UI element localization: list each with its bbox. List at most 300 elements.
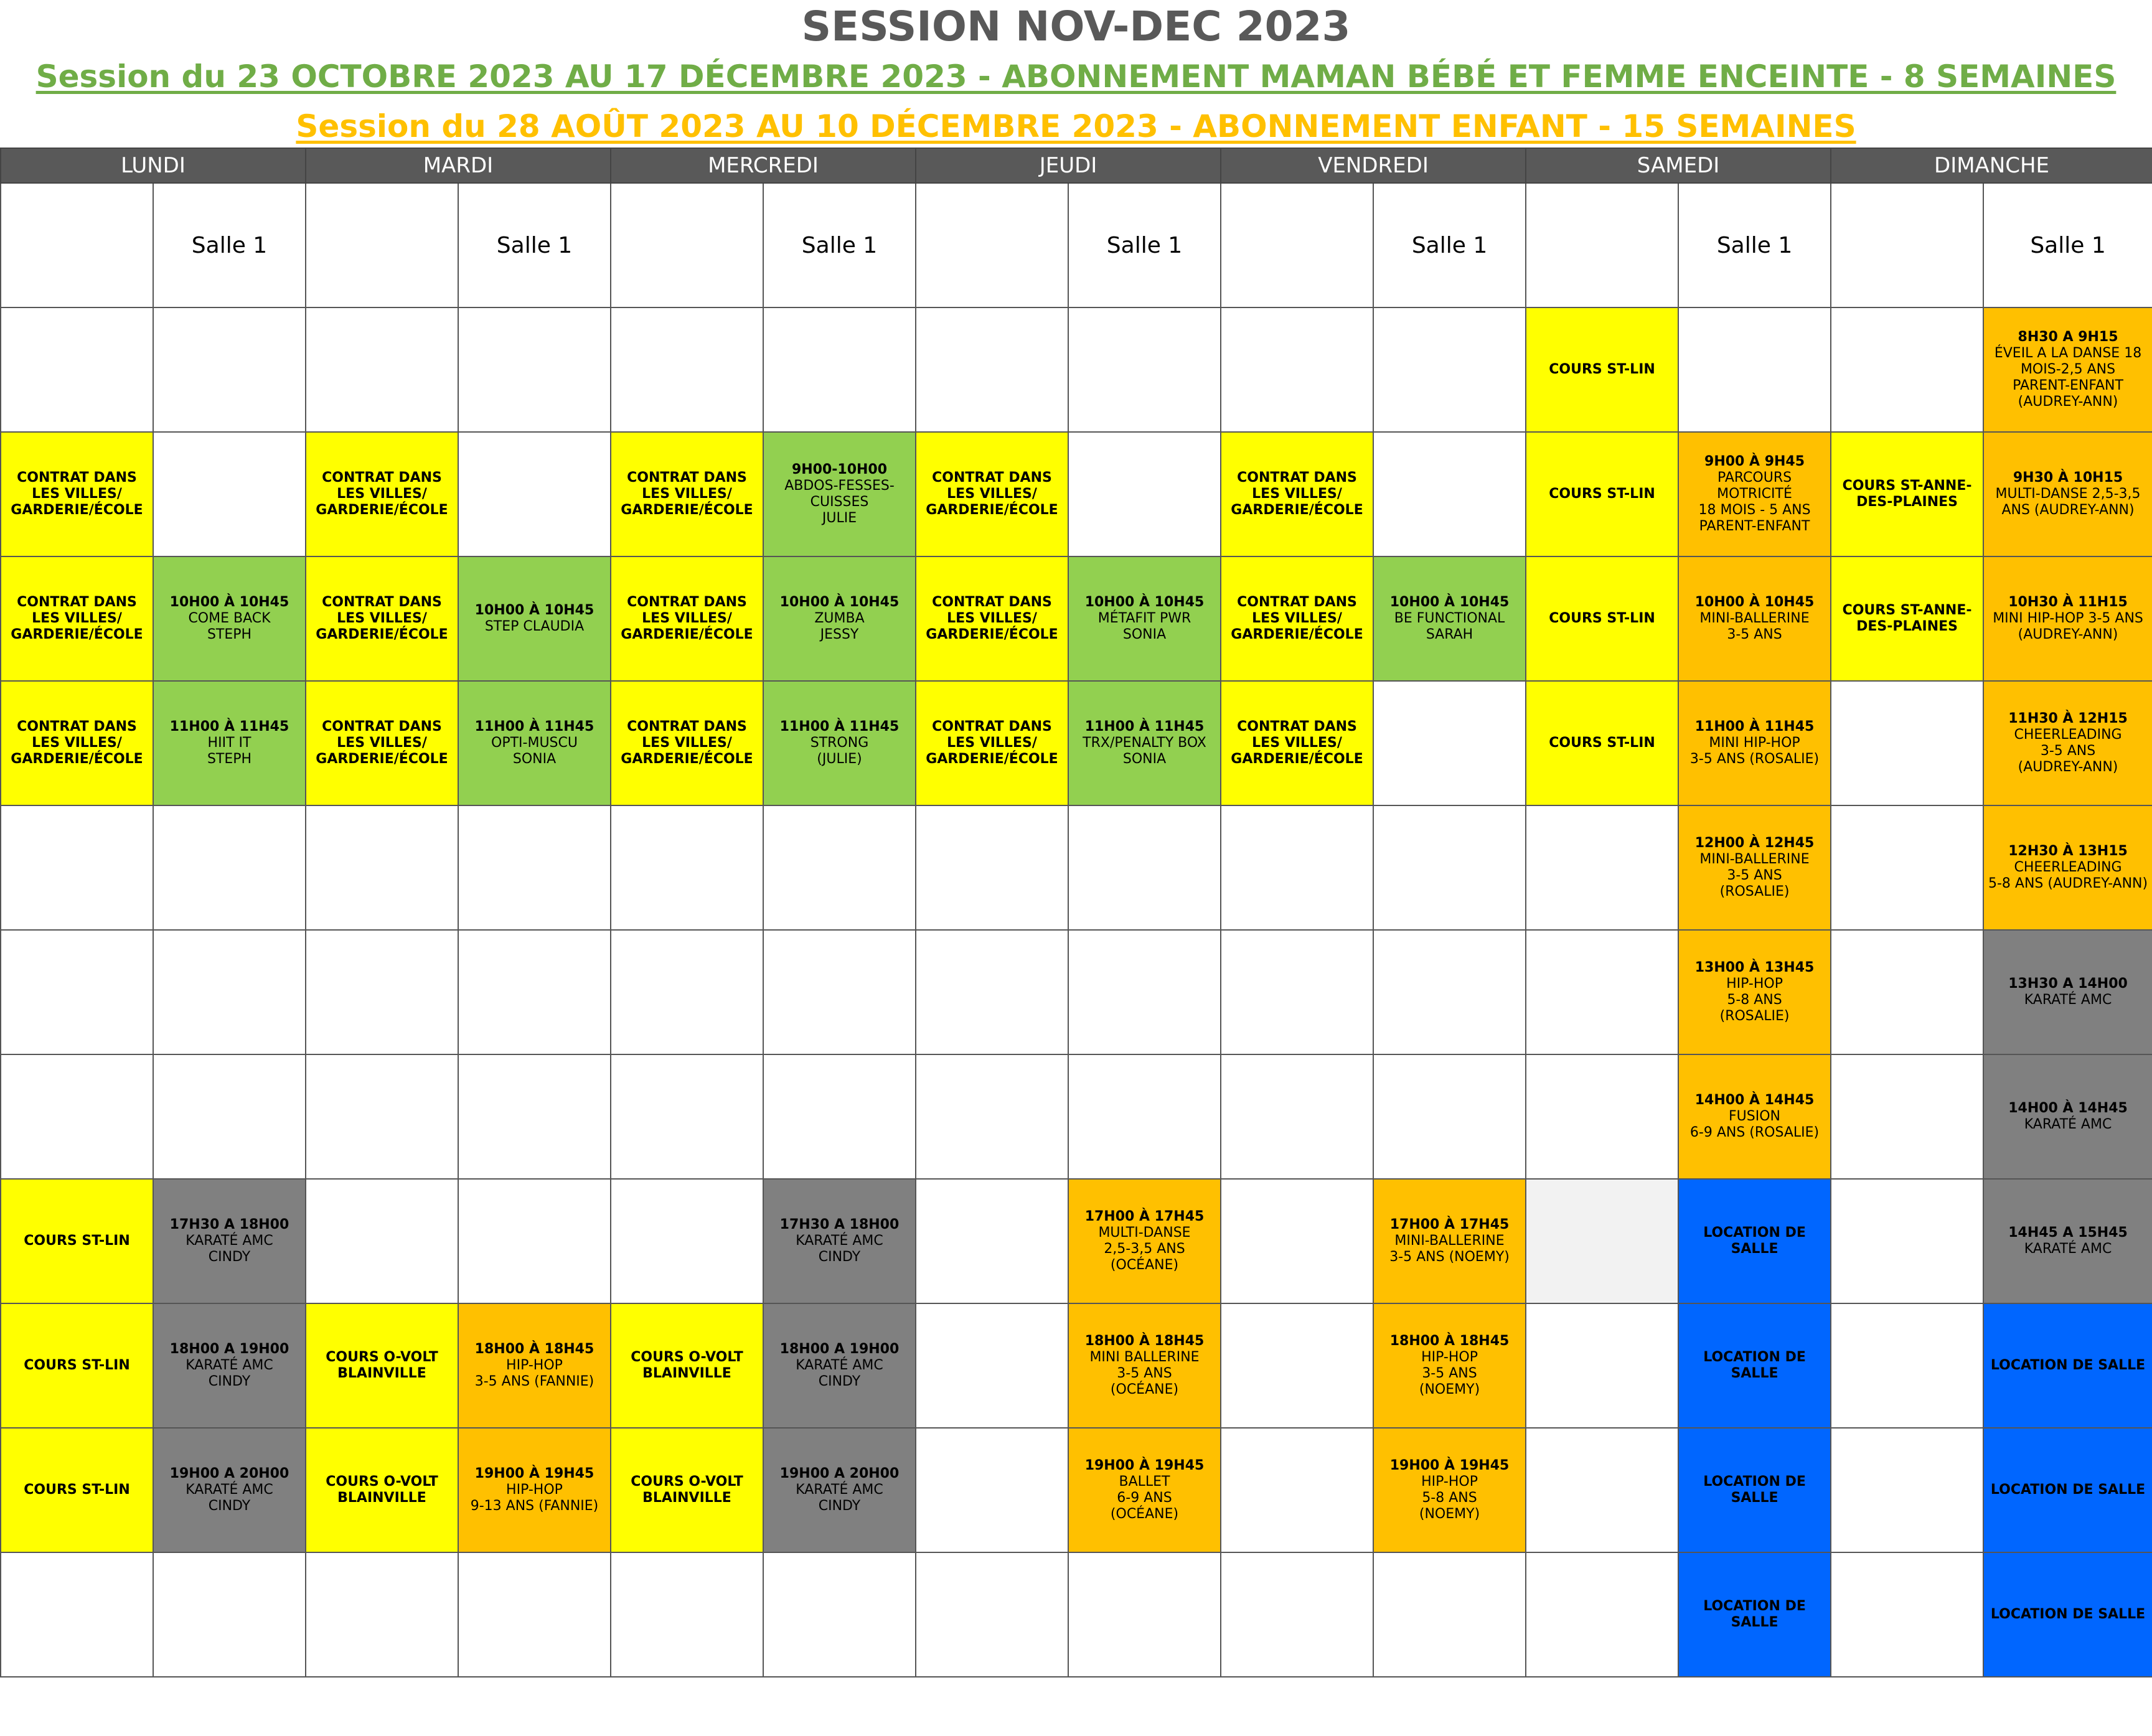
class-title: COURS ST-LIN <box>24 1482 130 1498</box>
class-cell <box>306 681 458 805</box>
class-title: COURS O-VOLT <box>631 1474 743 1490</box>
session-child-subtitle <box>0 105 2152 148</box>
hall-blank-cell <box>306 183 458 307</box>
class-detail: (NOEMY) <box>1419 1382 1480 1397</box>
empty-cell <box>306 307 458 432</box>
class-detail: (AUDREY-ANN) <box>2018 759 2118 775</box>
class-title: 8H30 A 9H15 <box>2018 329 2118 345</box>
class-detail: MINI-BALLERINE <box>1699 611 1810 626</box>
class-title: CONTRAT DANS LES VILLES/ <box>932 594 1057 626</box>
empty-cell <box>1221 1552 1373 1677</box>
empty-cell <box>1526 1428 1678 1552</box>
empty-cell <box>458 930 611 1054</box>
schedule-row <box>1 1303 2152 1428</box>
class-detail: HIP-HOP <box>506 1358 563 1373</box>
class-cell <box>1831 556 1983 681</box>
empty-cell <box>306 1552 458 1677</box>
class-cell <box>1221 556 1373 681</box>
empty-cell <box>916 1303 1068 1428</box>
empty-cell <box>611 307 763 432</box>
class-title: LOCATION DE SALLE <box>1703 1598 1811 1630</box>
class-detail: GARDERIE/ÉCOLE <box>621 502 753 518</box>
class-detail: MINI BALLERINE <box>1089 1349 1200 1365</box>
empty-cell <box>1831 307 1983 432</box>
class-detail: (AUDREY-ANN) <box>2018 394 2118 410</box>
class-detail: GARDERIE/ÉCOLE <box>926 751 1058 767</box>
class-detail: CINDY <box>208 1374 251 1389</box>
class-detail: CINDY <box>818 1498 861 1514</box>
schedule-row <box>1 307 2152 432</box>
class-cell <box>306 556 458 681</box>
empty-cell <box>1 805 153 930</box>
class-detail: 6-9 ANS (ROSALIE) <box>1689 1125 1820 1140</box>
empty-cell <box>763 1054 916 1179</box>
class-detail: 5-8 ANS (AUDREY-ANN) <box>1988 876 2148 891</box>
class-title: 10H30 À 11H15 <box>2008 594 2128 610</box>
class-cell <box>916 556 1068 681</box>
class-title: 18H00 A 19H00 <box>779 1341 900 1357</box>
empty-cell <box>1831 805 1983 930</box>
class-title: 9H00-10H00 <box>791 462 888 477</box>
day-header-samedi: SAMEDI <box>1526 148 1831 183</box>
class-detail: CHEERLEADING <box>2014 860 2122 875</box>
class-cell <box>1068 556 1221 681</box>
empty-cell <box>763 1552 916 1677</box>
empty-cell <box>611 1054 763 1179</box>
class-cell <box>1678 681 1831 805</box>
hall-blank-cell <box>1831 183 1983 307</box>
class-detail: FUSION <box>1729 1109 1781 1124</box>
class-cell <box>1068 681 1221 805</box>
class-cell <box>1678 556 1831 681</box>
hall-label: Salle 1 <box>1983 183 2152 307</box>
schedule-row <box>1 1054 2152 1179</box>
class-title: CONTRAT DANS LES VILLES/ <box>627 594 752 626</box>
class-cell <box>1373 1303 1526 1428</box>
class-title: COURS ST-LIN <box>1549 486 1655 502</box>
empty-cell <box>1 1054 153 1179</box>
class-title: CONTRAT DANS LES VILLES/ <box>1237 470 1362 502</box>
class-detail: (OCÉANE) <box>1110 1382 1179 1397</box>
empty-cell <box>1 1552 153 1677</box>
empty-cell <box>1526 930 1678 1054</box>
empty-cell <box>1373 1552 1526 1677</box>
class-title: CONTRAT DANS LES VILLES/ <box>322 594 447 626</box>
empty-cell <box>763 930 916 1054</box>
class-title: CONTRAT DANS LES VILLES/ <box>932 470 1057 502</box>
class-detail: 3-5 ANS <box>1727 627 1782 642</box>
empty-cell <box>153 805 306 930</box>
class-cell <box>1068 1179 1221 1303</box>
class-cell <box>1983 1054 2152 1179</box>
class-detail: SONIA <box>1122 627 1167 642</box>
class-detail: MINI HIP-HOP <box>1709 735 1800 751</box>
class-title: CONTRAT DANS LES VILLES/ <box>17 470 142 502</box>
class-title: 19H00 A 20H00 <box>169 1466 289 1481</box>
class-detail: HIP-HOP <box>1421 1349 1478 1365</box>
class-cell <box>153 556 306 681</box>
class-cell <box>763 681 916 805</box>
class-detail: SONIA <box>1122 751 1167 767</box>
empty-cell <box>1831 1179 1983 1303</box>
empty-cell <box>763 307 916 432</box>
empty-cell <box>763 805 916 930</box>
class-detail: STEP CLAUDIA <box>484 619 585 634</box>
hall-label: Salle 1 <box>1678 183 1831 307</box>
hall-blank-cell <box>1 183 153 307</box>
class-cell <box>916 681 1068 805</box>
class-cell <box>1526 556 1678 681</box>
empty-cell <box>1831 1552 1983 1677</box>
class-detail: SARAH <box>1426 627 1473 642</box>
class-cell <box>763 1179 916 1303</box>
class-cell <box>153 1428 306 1552</box>
empty-cell <box>153 432 306 556</box>
class-cell <box>1983 556 2152 681</box>
class-title: 10H00 À 10H45 <box>779 594 900 610</box>
class-detail: (OCÉANE) <box>1110 1506 1179 1522</box>
class-detail: GARDERIE/ÉCOLE <box>926 627 1058 642</box>
class-title: COURS O-VOLT <box>631 1349 743 1365</box>
class-detail: BALLET <box>1119 1474 1170 1490</box>
schedule-row <box>1 1428 2152 1552</box>
class-detail: GARDERIE/ÉCOLE <box>1231 627 1363 642</box>
class-title: CONTRAT DANS LES VILLES/ <box>1237 719 1362 751</box>
class-detail: GARDERIE/ÉCOLE <box>316 502 448 518</box>
schedule-row <box>1 556 2152 681</box>
empty-cell <box>1526 1054 1678 1179</box>
schedule-row <box>1 1179 2152 1303</box>
empty-cell <box>1221 1428 1373 1552</box>
class-title: 18H00 À 18H45 <box>1084 1333 1205 1349</box>
class-detail: (NOEMY) <box>1419 1506 1480 1522</box>
hall-blank-cell <box>1221 183 1373 307</box>
class-cell <box>1526 307 1678 432</box>
class-title: 12H00 À 12H45 <box>1694 835 1815 851</box>
class-title: LOCATION DE SALLE <box>1990 1358 2146 1373</box>
class-detail: SONIA <box>512 751 557 767</box>
class-detail: 5-8 ANS <box>1422 1490 1477 1506</box>
class-cell <box>1 1179 153 1303</box>
empty-cell <box>1221 1179 1373 1303</box>
class-title: 10H00 À 10H45 <box>1084 594 1205 610</box>
class-title: 14H00 À 14H45 <box>1694 1092 1815 1108</box>
class-cell <box>458 1428 611 1552</box>
class-cell <box>306 432 458 556</box>
empty-cell <box>153 1552 306 1677</box>
class-detail: (ROSALIE) <box>1719 1008 1790 1024</box>
class-cell <box>1068 1428 1221 1552</box>
day-header-mardi: MARDI <box>306 148 611 183</box>
class-detail: BLAINVILLE <box>642 1490 731 1506</box>
empty-cell <box>611 1552 763 1677</box>
empty-cell <box>916 1054 1068 1179</box>
empty-cell <box>458 1179 611 1303</box>
empty-cell <box>1373 681 1526 805</box>
class-detail: KARATÉ AMC <box>2024 992 2112 1008</box>
empty-cell <box>458 432 611 556</box>
class-cell <box>1983 1428 2152 1552</box>
class-title: COURS O-VOLT <box>326 1349 438 1365</box>
class-detail: CINDY <box>818 1249 861 1265</box>
class-detail: GARDERIE/ÉCOLE <box>1231 502 1363 518</box>
class-title: 11H30 À 12H15 <box>2008 711 2128 726</box>
class-cell <box>611 1303 763 1428</box>
hall-label: Salle 1 <box>153 183 306 307</box>
class-title: 10H00 À 10H45 <box>474 603 594 618</box>
class-cell <box>1678 1303 1831 1428</box>
class-detail: ÉVEIL A LA DANSE 18 MOIS-2,5 ANS <box>1994 345 2146 377</box>
session-child-text: Session du 28 AOÛT 2023 AU 10 DÉCEMBRE 2023 - ABONNEMENT ENFANT - 15 SEMAINES <box>296 108 1856 144</box>
class-detail: 3-5 ANS <box>2040 743 2096 759</box>
class-cell <box>153 681 306 805</box>
class-detail: TRX/PENALTY BOX <box>1083 735 1206 751</box>
class-detail: KARATÉ AMC <box>796 1482 883 1498</box>
class-detail: PARCOURS MOTRICITÉ <box>1717 470 1797 502</box>
class-title: 11H00 À 11H45 <box>169 719 289 734</box>
class-cell <box>1983 805 2152 930</box>
empty-cell <box>1373 307 1526 432</box>
class-cell <box>1983 432 2152 556</box>
day-header-lundi: LUNDI <box>1 148 306 183</box>
class-detail: HIP-HOP <box>1421 1474 1478 1490</box>
class-cell <box>458 1303 611 1428</box>
class-detail: BLAINVILLE <box>642 1366 731 1381</box>
empty-cell <box>306 1179 458 1303</box>
empty-cell <box>1373 1054 1526 1179</box>
empty-cell <box>1 930 153 1054</box>
empty-cell <box>1221 1303 1373 1428</box>
class-cell <box>763 1428 916 1552</box>
class-detail: CINDY <box>208 1249 251 1265</box>
hall-label: Salle 1 <box>763 183 916 307</box>
hall-label: Salle 1 <box>1068 183 1221 307</box>
class-detail: GARDERIE/ÉCOLE <box>926 502 1058 518</box>
class-detail: CHEERLEADING <box>2014 727 2122 743</box>
class-title: 10H00 À 10H45 <box>169 594 289 610</box>
class-detail: (ROSALIE) <box>1719 884 1790 899</box>
class-detail: GARDERIE/ÉCOLE <box>1231 751 1363 767</box>
class-detail: GARDERIE/ÉCOLE <box>621 751 753 767</box>
class-title: 19H00 À 19H45 <box>1389 1458 1510 1473</box>
class-detail: KARATÉ AMC <box>2024 1241 2112 1257</box>
schedule-row <box>1 805 2152 930</box>
class-cell <box>1983 930 2152 1054</box>
class-title: 11H00 À 11H45 <box>1694 719 1815 734</box>
schedule-row <box>1 432 2152 556</box>
class-cell <box>1221 432 1373 556</box>
empty-cell <box>1068 1054 1221 1179</box>
class-cell <box>1831 432 1983 556</box>
hall-blank-cell <box>611 183 763 307</box>
class-cell <box>1526 432 1678 556</box>
class-title: CONTRAT DANS LES VILLES/ <box>627 719 752 751</box>
class-cell <box>1526 681 1678 805</box>
class-cell <box>1 1428 153 1552</box>
class-detail: CINDY <box>208 1498 251 1514</box>
class-cell <box>1 1303 153 1428</box>
hall-label: Salle 1 <box>458 183 611 307</box>
class-detail: KARATÉ AMC <box>186 1233 273 1249</box>
schedule-row <box>1 1552 2152 1677</box>
class-title: COURS ST-LIN <box>1549 611 1655 626</box>
empty-cell <box>1068 805 1221 930</box>
hall-header-row <box>1 183 2152 307</box>
class-title: CONTRAT DANS LES VILLES/ <box>1237 594 1362 626</box>
empty-cell <box>153 1054 306 1179</box>
class-detail: 18 MOIS - 5 ANS <box>1698 502 1811 518</box>
class-detail: GARDERIE/ÉCOLE <box>621 627 753 642</box>
day-header-vendredi: VENDREDI <box>1221 148 1526 183</box>
class-detail: BLAINVILLE <box>337 1490 426 1506</box>
empty-cell <box>916 1179 1068 1303</box>
class-title: 19H00 A 20H00 <box>779 1466 900 1481</box>
class-detail: MINI HIP-HOP 3-5 ANS (AUDREY-ANN) <box>1993 611 2148 642</box>
empty-cell <box>153 307 306 432</box>
empty-cell <box>1221 307 1373 432</box>
class-title: LOCATION DE SALLE <box>1703 1349 1811 1381</box>
empty-cell <box>306 930 458 1054</box>
day-header-dimanche: DIMANCHE <box>1831 148 2152 183</box>
empty-cell <box>916 1552 1068 1677</box>
class-title: COURS ST-LIN <box>1549 735 1655 751</box>
class-cell <box>1678 805 1831 930</box>
class-title: 17H30 A 18H00 <box>169 1217 289 1232</box>
class-cell <box>458 556 611 681</box>
class-detail: KARATÉ AMC <box>186 1482 273 1498</box>
class-title: 14H00 À 14H45 <box>2008 1100 2128 1116</box>
class-title: LOCATION DE SALLE <box>1703 1225 1811 1257</box>
class-detail: ABDOS-FESSES-CUISSES <box>784 478 895 510</box>
class-title: 17H00 À 17H45 <box>1084 1209 1205 1224</box>
class-cell <box>1983 681 2152 805</box>
class-title: COURS ST-LIN <box>24 1233 130 1249</box>
class-detail: HIIT IT <box>207 735 251 751</box>
day-header-jeudi: JEUDI <box>916 148 1221 183</box>
class-detail: 3-5 ANS (ROSALIE) <box>1689 751 1820 767</box>
class-cell <box>611 556 763 681</box>
class-title: CONTRAT DANS LES VILLES/ <box>627 470 752 502</box>
empty-cell <box>1526 1303 1678 1428</box>
class-detail: KARATÉ AMC <box>2024 1117 2112 1132</box>
empty-cell <box>916 307 1068 432</box>
empty-cell <box>916 930 1068 1054</box>
class-title: COURS ST-LIN <box>1549 362 1655 377</box>
class-title: 9H00 À 9H45 <box>1704 454 1805 469</box>
class-detail: STEPH <box>207 627 252 642</box>
class-cell <box>763 432 916 556</box>
class-cell <box>1373 556 1526 681</box>
empty-cell <box>458 1552 611 1677</box>
class-cell <box>611 681 763 805</box>
class-cell <box>916 432 1068 556</box>
class-detail: GARDERIE/ÉCOLE <box>316 627 448 642</box>
class-title: CONTRAT DANS LES VILLES/ <box>322 719 447 751</box>
class-detail: KARATÉ AMC <box>186 1358 273 1373</box>
class-title: 10H00 À 10H45 <box>1389 594 1510 610</box>
class-cell <box>611 1428 763 1552</box>
class-cell <box>306 1303 458 1428</box>
empty-cell <box>1526 1179 1678 1303</box>
class-title: COURS ST-ANNE-DES-PLAINES <box>1842 478 1972 510</box>
class-detail: 3-5 ANS <box>1117 1366 1172 1381</box>
hall-blank-cell <box>916 183 1068 307</box>
class-cell <box>763 1303 916 1428</box>
day-header-row <box>1 148 2152 183</box>
class-cell <box>1373 1428 1526 1552</box>
class-cell <box>1983 307 2152 432</box>
empty-cell <box>916 1428 1068 1552</box>
empty-cell <box>1831 681 1983 805</box>
class-detail: GARDERIE/ÉCOLE <box>11 751 143 767</box>
class-cell <box>1 432 153 556</box>
session-adult-text: Session du 23 OCTOBRE 2023 AU 17 DÉCEMBRE 2023 - ABONNEMENT MAMAN BÉBÉ ET FEMME ENCEINTE - 8 SEMAINES <box>35 59 2117 95</box>
class-detail: MULTI-DANSE 2,5-3,5 ANS (AUDREY-ANN) <box>1995 486 2145 518</box>
class-detail: MINI-BALLERINE <box>1394 1233 1505 1249</box>
class-detail: COME BACK <box>188 611 271 626</box>
class-detail: PARENT-ENFANT <box>2013 378 2123 393</box>
class-title: LOCATION DE SALLE <box>1990 1607 2146 1622</box>
class-detail: ZUMBA <box>814 611 865 626</box>
class-cell <box>1678 1054 1831 1179</box>
class-detail: MULTI-DANSE <box>1098 1225 1191 1241</box>
empty-cell <box>1526 1552 1678 1677</box>
class-detail: BLAINVILLE <box>337 1366 426 1381</box>
empty-cell <box>458 1054 611 1179</box>
class-detail: JULIE <box>822 510 857 526</box>
hall-label: Salle 1 <box>1373 183 1526 307</box>
empty-cell <box>1831 1054 1983 1179</box>
class-detail: STRONG <box>810 735 869 751</box>
empty-cell <box>306 805 458 930</box>
empty-cell <box>1831 1303 1983 1428</box>
class-title: 14H45 A 15H45 <box>2008 1225 2128 1241</box>
page-title: SESSION NOV-DEC 2023 <box>801 2 1351 50</box>
class-cell <box>458 681 611 805</box>
class-cell <box>153 1303 306 1428</box>
class-detail: 3-5 ANS <box>1727 868 1782 883</box>
class-title: 11H00 À 11H45 <box>779 719 900 734</box>
empty-cell <box>1068 1552 1221 1677</box>
class-detail: BE FUNCTIONAL <box>1394 611 1505 626</box>
empty-cell <box>1068 432 1221 556</box>
class-detail: 3-5 ANS <box>1422 1366 1477 1381</box>
empty-cell <box>1831 930 1983 1054</box>
class-title: 18H00 À 18H45 <box>1389 1333 1510 1349</box>
empty-cell <box>458 805 611 930</box>
class-cell <box>1 681 153 805</box>
class-title: 10H00 À 10H45 <box>1694 594 1815 610</box>
class-cell <box>1373 1179 1526 1303</box>
class-detail: OPTI-MUSCU <box>491 735 578 751</box>
empty-cell <box>611 1179 763 1303</box>
class-cell <box>306 1428 458 1552</box>
class-detail: MÉTAFIT PWR <box>1097 611 1191 626</box>
empty-cell <box>1 307 153 432</box>
class-title: 17H30 A 18H00 <box>779 1217 900 1232</box>
empty-cell <box>1373 805 1526 930</box>
class-detail: (JULIE) <box>817 751 862 767</box>
empty-cell <box>1526 805 1678 930</box>
day-header-mercredi: MERCREDI <box>611 148 916 183</box>
class-detail: KARATÉ AMC <box>796 1358 883 1373</box>
class-detail: GARDERIE/ÉCOLE <box>11 502 143 518</box>
class-cell <box>1678 1428 1831 1552</box>
class-title: 11H00 À 11H45 <box>474 719 594 734</box>
class-cell <box>1983 1179 2152 1303</box>
schedule-row <box>1 681 2152 805</box>
class-cell <box>1678 1179 1831 1303</box>
